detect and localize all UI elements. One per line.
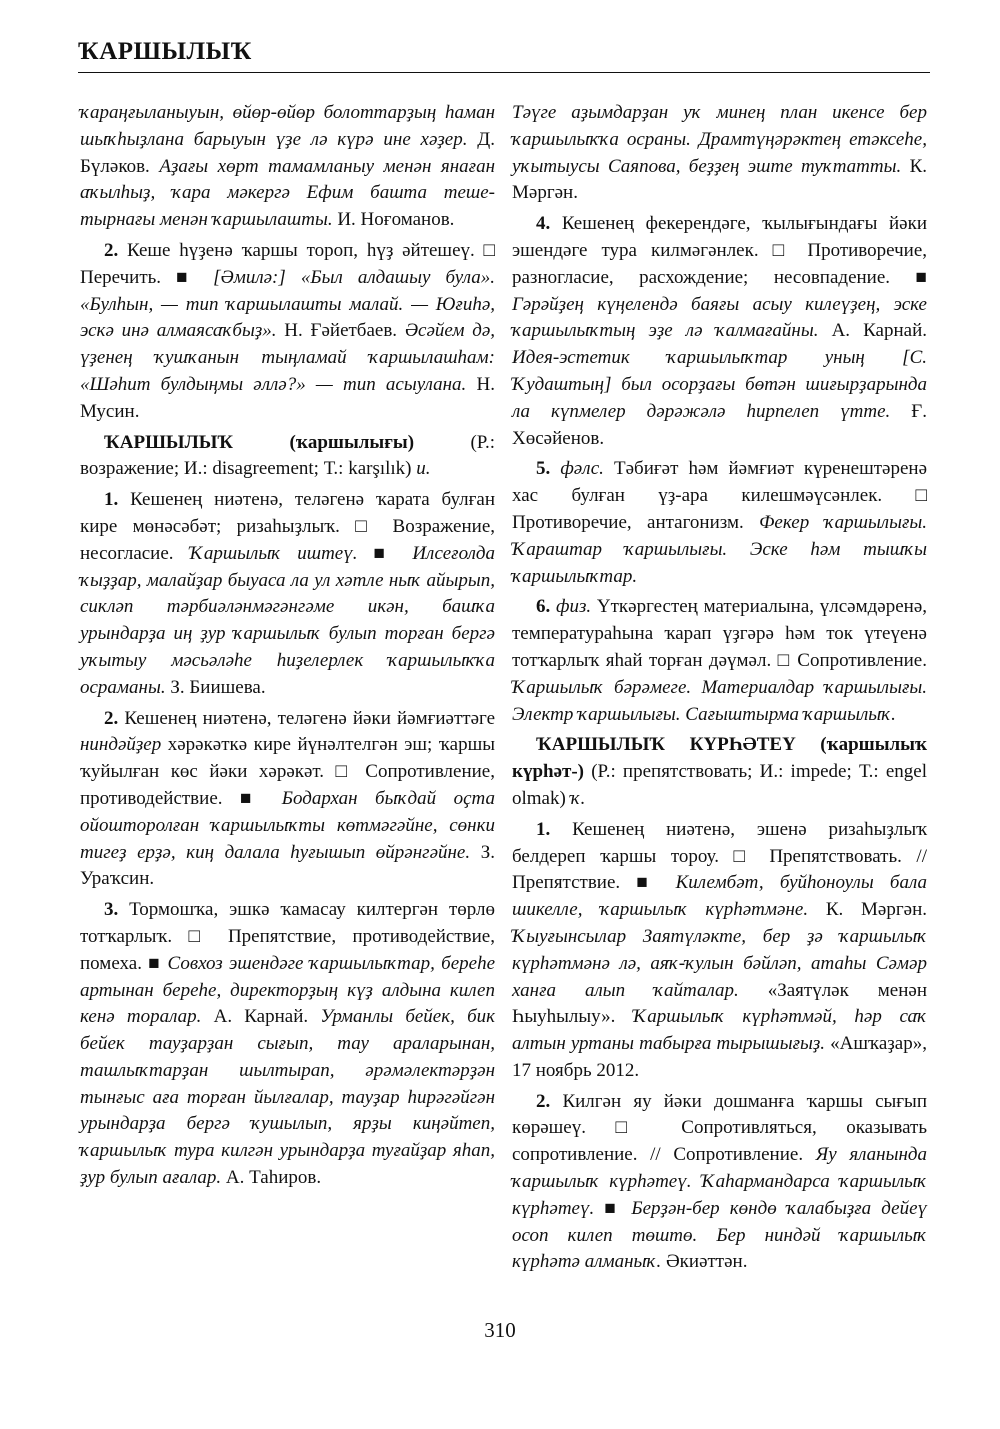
- example-text: Берҙән-бер көндө ҡалабыҙға дейеү осоп килеп төштө. Бер ниндәй ҡаршылыҡ күрһәтә алманыҡ.: [512, 1197, 928, 1273]
- example-text: Аҙағы хөрт тамамланыу менән янаған аҡылһыҙ, ҡара мәкергә Ефим башта теше-тырнағы менән ҡаршылашты.: [80, 155, 496, 231]
- source: «Заятүләк менән Һыуһылыу».: [512, 979, 927, 1028]
- example-text: Урманлы бейек, бик бейек тауҙарҙан сығып, тау араларынан, ташлыҡтарҙан шылтырап, әрәмәлектәрҙән тынғыс аға торған йылғалар, тауҙар һирәгәйгән урындарҙа бергә ҡушылып, ярҙы киңәйтеп, ҡаршылыҡ тура килгән урындарҙа туғайҙар яһап, ҙур булып ағалар.: [80, 1006, 496, 1189]
- headword-form: (ҡаршылығы): [289, 431, 415, 453]
- sense-paragraph: [80, 897, 495, 1192]
- sense-paragraph: [80, 487, 495, 701]
- definition: Тормошҡа, эшкә ҡамасау килтергән төрлө тотҡарлыҡ. □ Препятствие, противодействие, помеха. ■: [80, 899, 495, 974]
- equivalents: (Р.: препятствовать; И.: impede; Т.: engel olmak): [512, 761, 927, 809]
- right-column: [512, 100, 927, 1280]
- example-text: Фекер ҡаршылығы. Ҡараштар ҡаршылығы. Эске һәм тышҡы ҡаршылыҡтар.: [512, 511, 927, 587]
- source: З. Биишева.: [170, 676, 266, 698]
- part-of-speech: и.: [416, 458, 431, 480]
- source: Ғ. Хөсәйенов.: [512, 400, 927, 449]
- running-head: ҠАРШЫЛЫҠ: [78, 38, 252, 65]
- sense-paragraph: [80, 238, 495, 426]
- example-text: Яу яланында ҡаршылыҡ күрһәтеү. Ҡаһармандарса ҡаршылыҡ күрһәтеү.: [512, 1144, 928, 1219]
- source: «Ашҡаҙар», 17 ноябрь 2012.: [512, 1033, 927, 1081]
- source: К. Мәргән.: [825, 899, 927, 921]
- source: К. Мәргән.: [512, 155, 927, 204]
- source: И. Ноғоманов.: [337, 209, 455, 231]
- example-text: Әсәйем дә, үҙенең ҡушҡанын тыңламай ҡаршылашһам: «Шәһит булдыңмы әллә?» — тип асыулана.: [80, 320, 496, 395]
- definition: Кешенең ниәтенә, теләгенә ҡарата булған кире мөнәсәбәт; ризаһыҙлыҡ. □ Возражение, несогласие.: [80, 489, 495, 564]
- definition-italic: ниндәйҙер: [80, 734, 162, 756]
- source: А. Карнай.: [831, 320, 927, 342]
- sense-number: 2.: [536, 1090, 551, 1112]
- equivalents: (Р.: возражение; И.: disagreement; Т.: karşılık): [80, 431, 495, 480]
- sense-number: 4.: [536, 213, 551, 235]
- example-text: Тәүге аҙымдарҙан уҡ минең план икенсе бер ҡаршылыҡҡа осраны. Драмтүңәрәктең етәксеһе, уҡытыусы Саяпова, беҙҙең эште туҡтатты.: [512, 102, 927, 177]
- domain-label: физ.: [555, 596, 592, 618]
- example-text: Ҡаршылыҡ иштеү.: [189, 542, 358, 564]
- sense-paragraph: [512, 594, 927, 728]
- square-marker: ■: [373, 542, 397, 564]
- continuation-paragraph: [80, 100, 495, 234]
- part-of-speech: ҡ.: [570, 787, 586, 809]
- square-marker: ■: [604, 1197, 622, 1219]
- sense-paragraph: [80, 706, 495, 894]
- sense-number: 6.: [536, 596, 551, 618]
- definition: Килгән яу йәки дошманға ҡаршы сығып көрәшеү. □ Сопротивляться, оказывать сопротивление. // Сопротивление.: [512, 1090, 927, 1166]
- domain-label: фәлс.: [560, 458, 604, 480]
- definition: Кеше һүҙенә ҡаршы тороп, һүҙ әйтешеү. □ Перечить. ■: [80, 239, 496, 288]
- definition: Кешенең фекерендәге, ҡылығындағы йәки эшендәге тура килмәгәнлек. □ Противоречие, разногласие, расхождение; несовпадение. ■: [512, 213, 927, 288]
- example-text: Илсеғолда ҡыҙҙар, малайҙар быуаса ла ул хәтле ныҡ айырып, сикләп тәрбиәләнмәгәнгәме икән, башҡа урындарҙа иң ҙур ҡаршылыҡ булып торған бергә уҡытыу мәсьәләһе һиҙелерлек ҡаршылыҡҡа осраманы.: [80, 542, 496, 698]
- entry-heading: [80, 430, 495, 484]
- continuation-paragraph: [512, 100, 927, 207]
- definition: Тәбиғәт һәм йәмғиәт күренештәренә хас булған үҙ-ара килешмәүсәнлек. □ Противоречие, антагонизм.: [512, 458, 928, 533]
- source: З. Ураҡсин.: [80, 841, 495, 890]
- page-number: 310: [484, 1318, 516, 1342]
- sense-number: 1.: [104, 489, 119, 511]
- sense-number: 2.: [104, 707, 119, 729]
- example-text: Бодархан быҡдай оҫта ойошторолған ҡаршылыҡты көтмәгәйне, сөнки тигеҙ ерҙә, киң далала һуғышып өйрәнгәйне.: [80, 787, 495, 863]
- source: Н. Ғәйетбаев.: [284, 320, 398, 342]
- source: А. Карнай.: [213, 1006, 309, 1028]
- left-column: [80, 100, 495, 1196]
- source: Әкиәттән.: [665, 1251, 748, 1273]
- definition: Үткәргестең материалына, үлсәмдәренә, температураһына ҡарап үҙгәрә һәм ток үтеүенә тотҡарлыҡ яһай торған дәүмәл. □ Сопротивление.: [512, 596, 928, 671]
- entry-heading: [512, 732, 927, 812]
- source: Н. Мусин.: [80, 373, 495, 422]
- headword: ҠАРШЫЛЫҠ: [104, 431, 234, 453]
- example-text: Ҡаршылыҡ күрһәтмәй, һәр саҡ алтын уртаны табырға тырышығыҙ.: [512, 1006, 928, 1055]
- sense-paragraph: [512, 211, 927, 452]
- sense-paragraph: [512, 456, 927, 590]
- definition: хәрәкәткә кире йүнәлтелгән эш; ҡаршы ҡуйылған көс йәки хәрәкәт. □ Сопротивление, противодействие. ■: [80, 734, 495, 809]
- example-text: [Әмилә:] «Был алдашыу була». «Булһын, — тип ҡаршылашты малай. — Юғиһә, эскә инә алмаясаҡбыҙ».: [80, 266, 495, 342]
- example-text: Идея-эстетик ҡаршылыҡтар уның [С. Ҡудаштың] был осорҙағы бөтән шиғырҙарында ла күпмелер дәрәжәлә һирпелеп үтте.: [512, 347, 927, 422]
- example-text: Гәрәйҙең күңелендә баяғы асыу килеүҙең, эске ҡаршылыҡтың эҙе лә ҡалмағайны.: [512, 293, 927, 342]
- sense-number: 5.: [536, 458, 551, 480]
- example-text: ҡараңғыланыуын, өйөр-өйөр болоттарҙың һаман шыҡһыҙлана барыуын үҙе лә күрә ине хәҙер.: [80, 102, 495, 150]
- header-rule: [78, 72, 930, 73]
- sense-number: 2.: [104, 239, 119, 261]
- example-text: Килембәт, буйһоноулы бала шикелле, ҡаршылыҡ күрһәтмәне.: [512, 872, 928, 921]
- sense-paragraph: [512, 1089, 927, 1277]
- sense-number: 1.: [536, 818, 551, 840]
- example-text: Совхоз эшендәге ҡаршылыҡтар, береһе артынан береһе, директорҙың күҙ алдына килеп кенә торалар.: [80, 952, 496, 1028]
- headword-form: (ҡаршылыҡ күрһәт-): [512, 734, 927, 783]
- definition: Кешенең ниәтенә, эшенә ризаһыҙлыҡ белдереп ҡаршы тороу. □ Препятствовать. // Препятствие. ■: [512, 818, 927, 894]
- source: Д. Бүләков.: [80, 128, 495, 177]
- headword: ҠАРШЫЛЫҠ КҮРҺӘТЕҮ: [536, 734, 796, 756]
- example-text: Ҡаршылыҡ бәрәмеге. Материалдар ҡаршылығы. Электр ҡаршылығы. Сағыштырма ҡаршылыҡ.: [512, 676, 927, 725]
- definition: Кешенең ниәтенә, теләгенә йәки йәмғиәттәге: [124, 707, 496, 729]
- sense-paragraph: [512, 817, 927, 1085]
- source: А. Таһиров.: [225, 1167, 322, 1189]
- example-text: Ҡыуғынсылар Заятүләкте, бер ҙә ҡаршылыҡ күрһәтмәнә лә, аяҡ-ҡулын бәйләп, атаһы Сәмәр ханға алып ҡайталар.: [512, 925, 927, 1001]
- sense-number: 3.: [104, 899, 119, 921]
